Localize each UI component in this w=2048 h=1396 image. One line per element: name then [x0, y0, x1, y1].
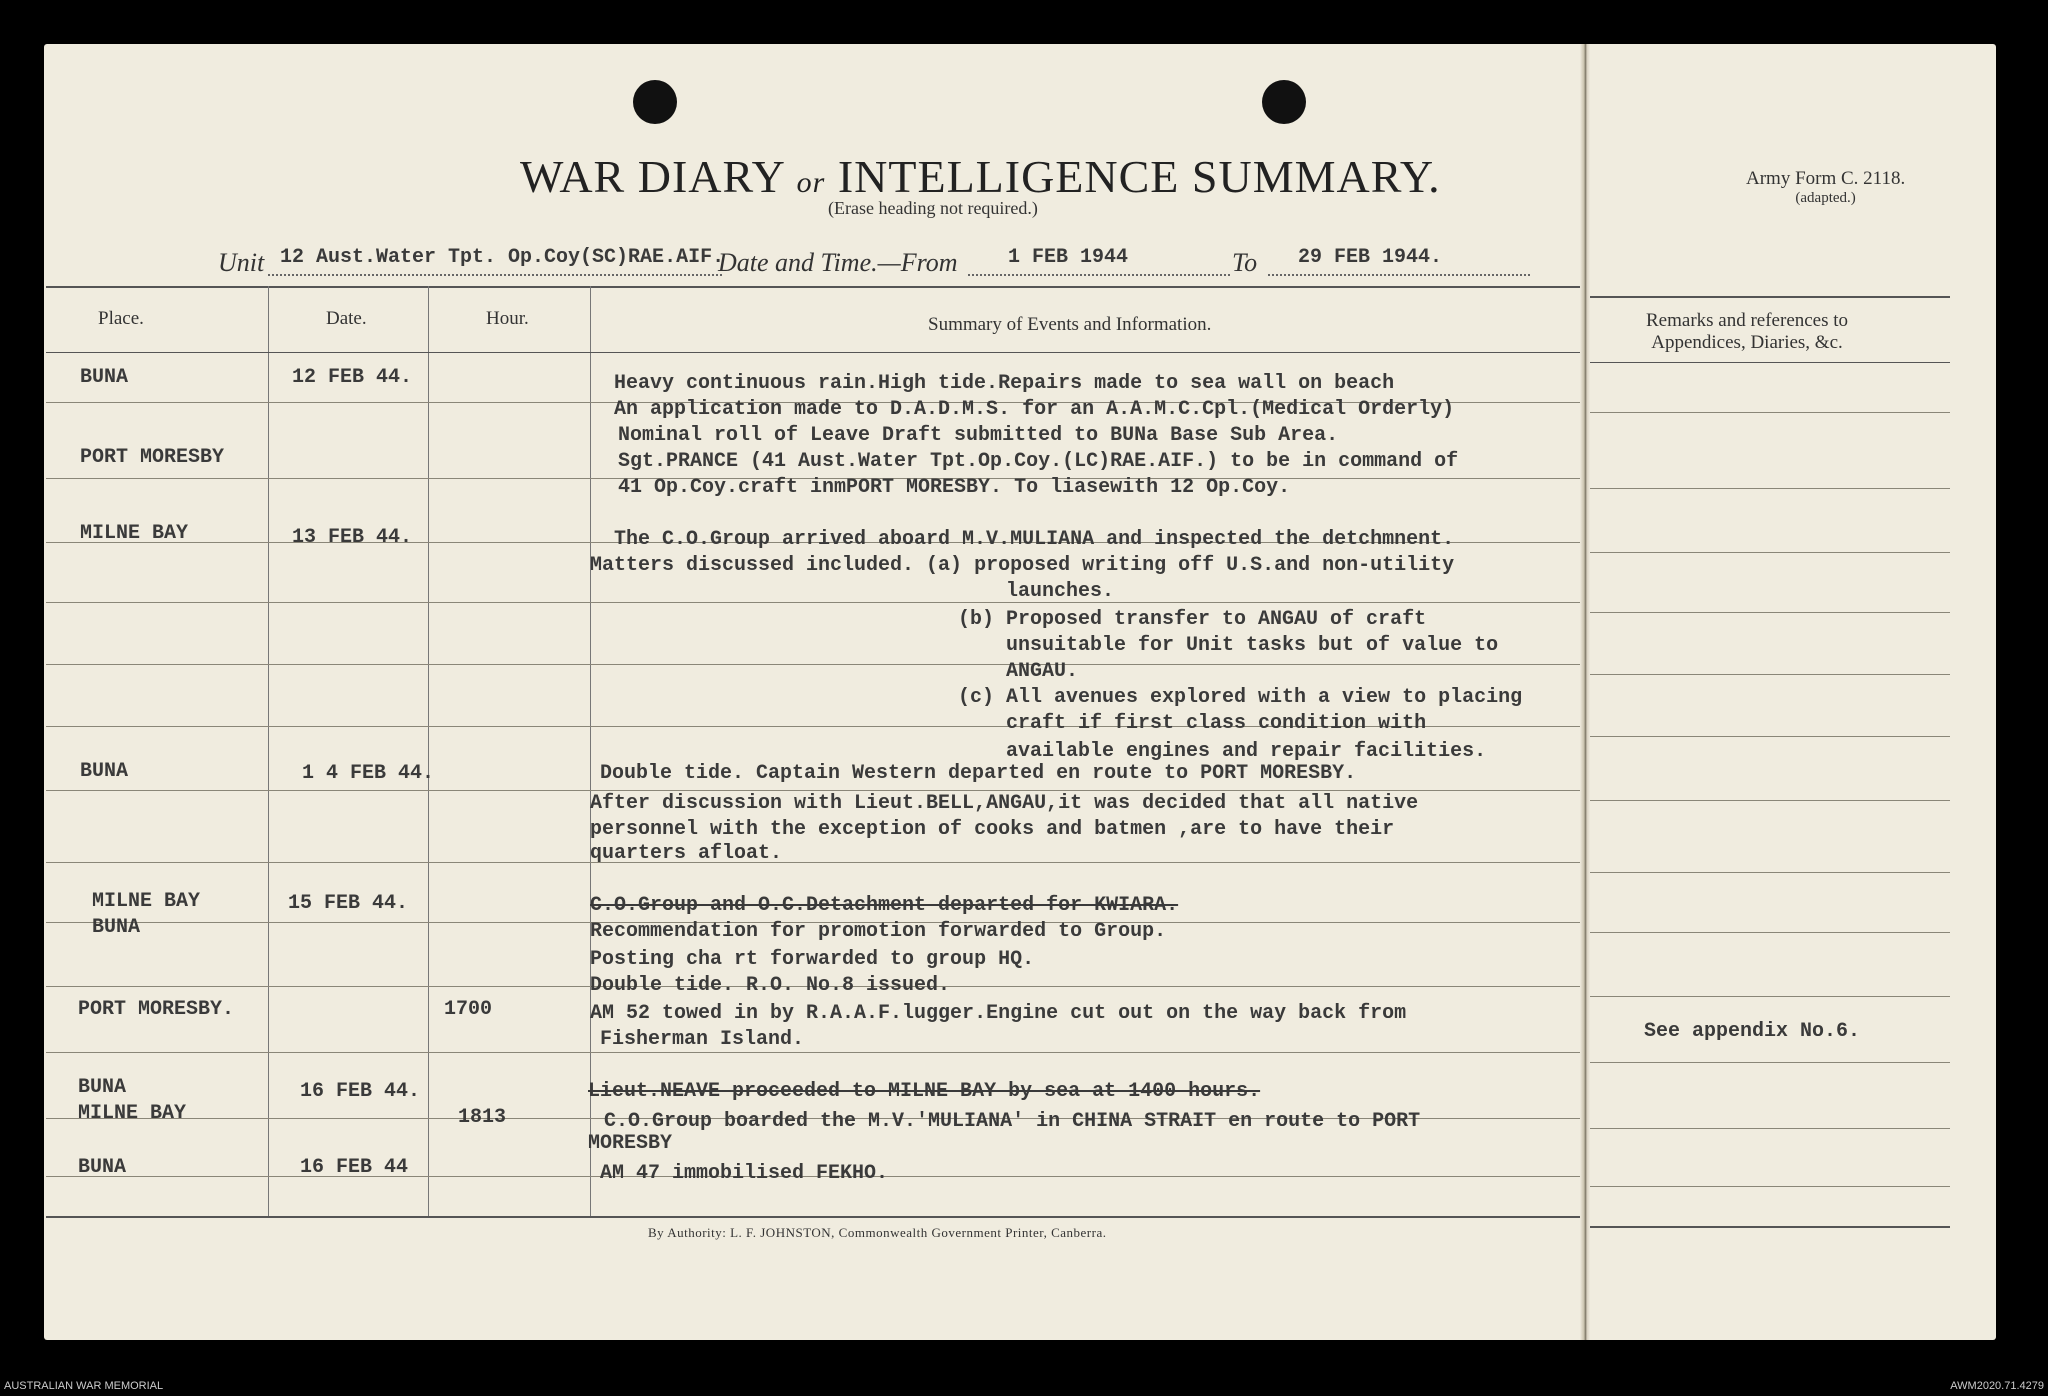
- header-rule: [46, 352, 1580, 353]
- remarks-row-rule: [1590, 674, 1950, 675]
- place-cell: PORT MORESBY.: [78, 998, 235, 1021]
- col-rule-date: [428, 286, 429, 1216]
- summary-mark: (c): [958, 686, 995, 709]
- place-cell: MILNE BAY: [80, 522, 189, 545]
- summary-line: Fisherman Island.: [600, 1028, 805, 1051]
- army-form-number: Army Form C. 2118. (adapted.): [1746, 168, 1906, 206]
- header-place: Place.: [98, 308, 144, 329]
- row-rule: [46, 790, 1580, 791]
- summary-line: Heavy continuous rain.High tide.Repairs made to sea wall on beach: [614, 372, 1395, 395]
- unit-value: 12 Aust.Water Tpt. Op.Coy(SC)RAE.AIF.: [280, 246, 725, 269]
- summary-line: An application made to D.A.D.M.S. for an A.A.M.C.Cpl.(Medical Orderly): [614, 398, 1455, 421]
- summary-line: AM 52 towed in by R.A.A.F.lugger.Engine cut out on the way back from: [590, 1002, 1407, 1025]
- row-rule: [46, 1052, 1580, 1053]
- remarks-row-rule: [1590, 1128, 1950, 1129]
- summary-line: Double tide. R.O. No.8 issued.: [590, 974, 951, 997]
- summary-line: available engines and repair facilities.: [1006, 740, 1487, 763]
- unit-label: Unit: [218, 248, 265, 277]
- form-title: WAR DIARY or INTELLIGENCE SUMMARY.: [520, 151, 1441, 202]
- remarks-row-rule: [1590, 612, 1950, 613]
- place-cell: PORT MORESBY: [80, 446, 225, 469]
- page-fold: [1580, 44, 1590, 1340]
- summary-line: Lieut.NEAVE proceeded to MILNE BAY by sea at 1400 hours.: [588, 1080, 1261, 1103]
- row-rule: [46, 602, 1580, 603]
- summary-line: unsuitable for Unit tasks but of value to: [1006, 634, 1499, 657]
- date-cell: 12 FEB 44.: [292, 366, 413, 389]
- table-bottom-rule: [46, 1216, 1580, 1218]
- header-date: Date.: [326, 308, 367, 329]
- remarks-header-rule: [1590, 362, 1950, 363]
- remarks-row-rule: [1590, 1186, 1950, 1187]
- summary-line: 41 Op.Coy.craft inmPORT MORESBY. To liasewith 12 Op.Coy.: [618, 476, 1291, 499]
- table-top-rule: [46, 286, 1580, 288]
- summary-line: After discussion with Lieut.BELL,ANGAU,it was decided that all native: [590, 792, 1419, 815]
- erase-note: (Erase heading not required.): [828, 198, 1038, 218]
- archive-accession: AWM2020.71.4279: [1950, 1380, 2044, 1392]
- printer-footer: By Authority: L. F. JOHNSTON, Commonwealth Government Printer, Canberra.: [648, 1225, 1107, 1240]
- place-cell: BUNA: [80, 366, 129, 389]
- to-date: 29 FEB 1944.: [1298, 246, 1443, 269]
- remarks-row-rule: [1590, 932, 1950, 933]
- date-cell: 1 4 FEB 44.: [302, 762, 435, 785]
- summary-line: All avenues explored with a view to placing: [1006, 686, 1523, 709]
- place-cell: MILNE BAY: [92, 890, 201, 913]
- summary-line: launches.: [1006, 580, 1115, 603]
- date-cell: 13 FEB 44.: [292, 526, 413, 549]
- archive-credit: AUSTRALIAN WAR MEMORIAL: [4, 1380, 164, 1392]
- place-cell: BUNA: [78, 1156, 127, 1179]
- place-cell: MILNE BAY: [78, 1102, 187, 1125]
- place-cell: BUNA: [92, 916, 141, 939]
- place-cell: BUNA: [80, 760, 129, 783]
- punch-hole-right: [1262, 80, 1306, 124]
- summary-line: craft if first class condition with: [1006, 712, 1427, 735]
- summary-line: quarters afloat.: [590, 842, 783, 865]
- remark-cell: See appendix No.6.: [1644, 1020, 1861, 1043]
- header-remarks: Remarks and references to Appendices, Diaries, &c.: [1646, 310, 1849, 353]
- summary-line: C.O.Group and O.C.Detachment departed for KWIARA.: [590, 894, 1179, 917]
- summary-line: ANGAU.: [1006, 660, 1079, 683]
- summary-line: Recommendation for promotion forwarded to Group.: [590, 920, 1167, 943]
- from-date: 1 FEB 1944: [1008, 246, 1129, 269]
- remarks-row-rule: [1590, 736, 1950, 737]
- remarks-row-rule: [1590, 488, 1950, 489]
- remarks-row-rule: [1590, 552, 1950, 553]
- place-cell: BUNA: [78, 1076, 127, 1099]
- remarks-row-rule: [1590, 800, 1950, 801]
- summary-line: AM 47 immobilised FEKHO.: [600, 1162, 889, 1185]
- summary-line: Proposed transfer to ANGAU of craft: [1006, 608, 1427, 631]
- row-rule: [46, 664, 1580, 665]
- summary-line: Posting cha rt forwarded to group HQ.: [590, 948, 1035, 971]
- date-cell: 16 FEB 44.: [300, 1080, 421, 1103]
- col-rule-hour: [590, 286, 591, 1216]
- summary-line: Nominal roll of Leave Draft submitted to BUNa Base Sub Area.: [618, 424, 1339, 447]
- remarks-bottom-rule: [1590, 1226, 1950, 1228]
- punch-hole-left: [633, 80, 677, 124]
- header-summary: Summary of Events and Information.: [928, 314, 1212, 335]
- from-dotted-line: [968, 274, 1230, 276]
- date-cell: 16 FEB 44: [300, 1156, 409, 1179]
- date-time-label: Date and Time.—From: [718, 248, 958, 277]
- summary-mark: (b): [958, 608, 995, 631]
- remarks-row-rule: [1590, 412, 1950, 413]
- header-hour: Hour.: [486, 308, 529, 329]
- remarks-row-rule: [1590, 872, 1950, 873]
- col-rule-place: [268, 286, 269, 1216]
- summary-line: Matters discussed included. (a) proposed writing off U.S.and non-utility: [590, 554, 1455, 577]
- remarks-row-rule: [1590, 996, 1950, 997]
- summary-line: C.O.Group boarded the M.V.'MULIANA' in CHINA STRAIT en route to PORT: [604, 1110, 1421, 1133]
- remarks-row-rule: [1590, 1062, 1950, 1063]
- date-cell: 15 FEB 44.: [288, 892, 409, 915]
- summary-line: Sgt.PRANCE (41 Aust.Water Tpt.Op.Coy.(LC)RAE.AIF.) to be in command of: [618, 450, 1459, 473]
- summary-line: The C.O.Group arrived aboard M.V.MULIANA and inspected the detchmnent.: [614, 528, 1455, 551]
- hour-cell: 1813: [458, 1106, 507, 1129]
- remarks-top-rule: [1590, 296, 1950, 298]
- summary-line: personnel with the exception of cooks and batmen ,are to have their: [590, 818, 1395, 841]
- hour-cell: 1700: [444, 998, 493, 1021]
- to-dotted-line: [1268, 274, 1530, 276]
- summary-line: Double tide. Captain Western departed en route to PORT MORESBY.: [600, 762, 1357, 785]
- to-label: To: [1232, 248, 1258, 277]
- summary-line: MORESBY: [588, 1132, 673, 1155]
- unit-dotted-line: [268, 274, 722, 276]
- row-rule: [46, 862, 1580, 863]
